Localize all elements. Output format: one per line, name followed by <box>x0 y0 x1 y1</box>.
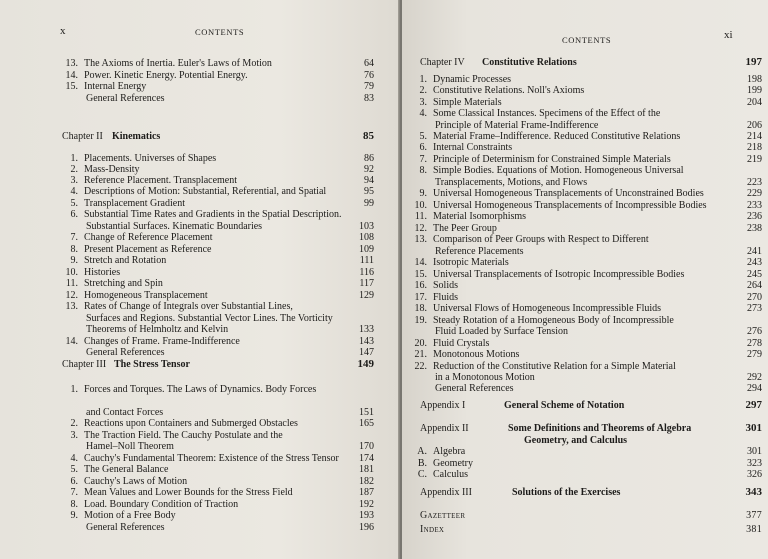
toc-entry-title: Hamel–Noll Theorem <box>86 441 174 452</box>
running-head: CONTENTS <box>195 27 245 37</box>
toc-entry-number: 14. <box>65 70 78 81</box>
right-page <box>402 0 768 559</box>
toc-entry-title: Fluid Crystals <box>433 338 490 349</box>
toc-entry-title: Histories <box>84 267 121 278</box>
toc-entry-number: 12. <box>65 290 78 301</box>
toc-entry-page: 187 <box>359 487 374 498</box>
toc-entry-page: 218 <box>747 142 762 153</box>
toc-entry-page: 79 <box>364 81 374 92</box>
toc-entry-title: Index <box>420 524 445 535</box>
toc-entry-title: Steady Rotation of a Homogeneous Body of Incompressible <box>433 315 674 326</box>
toc-entry-title: Stretching and Spin <box>84 278 163 289</box>
toc-entry-number: 4. <box>419 108 427 119</box>
toc-entry-page: 238 <box>747 223 762 234</box>
toc-entry-number: 15. <box>65 81 78 92</box>
toc-entry-page: 206 <box>747 120 762 131</box>
toc-entry-page: 64 <box>364 58 374 69</box>
toc-entry-page: 279 <box>747 349 762 360</box>
toc-entry-page: 236 <box>747 211 762 222</box>
toc-entry-title: Dynamic Processes <box>433 74 512 85</box>
toc-entry-number: 21. <box>414 349 427 360</box>
toc-entry-title: Power. Kinetic Energy. Potential Energy. <box>84 70 248 81</box>
toc-entry-page: 270 <box>747 292 762 303</box>
toc-entry-title: The Peer Group <box>433 223 497 234</box>
toc-entry-page: 233 <box>747 200 762 211</box>
toc-entry-number: 8. <box>419 165 427 176</box>
toc-entry-page: 149 <box>357 358 374 370</box>
toc-entry-title: Isotropic Materials <box>433 257 509 268</box>
toc-entry-page: 170 <box>359 441 374 452</box>
toc-entry-page: 165 <box>359 418 374 429</box>
toc-entry-number: 10. <box>65 267 78 278</box>
toc-entry-number: 9. <box>419 188 427 199</box>
toc-entry-title: Substantial Surfaces. Kinematic Boundaries <box>86 221 263 232</box>
toc-entry-number: 14. <box>414 257 427 268</box>
toc-entry-title: and Contact Forces <box>86 407 164 418</box>
toc-entry-number: 3. <box>70 430 78 441</box>
toc-entry-number: 6. <box>70 209 78 220</box>
toc-entry-title: Surfaces and Regions. Substantial Vector Lines. The Vorticity <box>86 313 333 324</box>
toc-entry-title: Forces and Torques. The Laws of Dynamics. Body Forces <box>84 384 317 395</box>
toc-entry-page: 204 <box>747 97 762 108</box>
toc-entry-number: 13. <box>65 301 78 312</box>
toc-entry-number: 9. <box>70 510 78 521</box>
toc-entry-page: 273 <box>747 303 762 314</box>
toc-entry-page: 381 <box>746 524 762 535</box>
toc-entry-page: 301 <box>747 446 762 457</box>
toc-entry-number: 19. <box>414 315 427 326</box>
toc-entry-title: Reduction of the Constitutive Relation for a Simple Material <box>433 361 676 372</box>
toc-entry-number: 17. <box>414 292 427 303</box>
toc-entry-title: The General Balance <box>84 464 169 475</box>
toc-entry-title: Monotonous Motions <box>433 349 520 360</box>
toc-entry-number: 2. <box>419 85 427 96</box>
toc-entry-title: General Scheme of Notation <box>504 400 625 411</box>
toc-entry-number: 1. <box>70 153 78 164</box>
toc-entry-title: Transplacement Gradient <box>84 198 185 209</box>
toc-entry-number: 13. <box>414 234 427 245</box>
toc-entry-number: 7. <box>70 487 78 498</box>
toc-entry-title: Fluids <box>433 292 459 303</box>
toc-entry-page: 76 <box>364 70 374 81</box>
toc-entry-page: 143 <box>359 336 374 347</box>
toc-entry-page: 193 <box>359 510 374 521</box>
toc-entry-page: 294 <box>747 383 762 394</box>
toc-entry-page: 301 <box>745 422 762 434</box>
toc-entry-title: Universal Transplacements of Isotropic Incompressible Bodies <box>433 269 685 280</box>
toc-entry-title: Stretch and Rotation <box>84 255 167 266</box>
toc-entry-title: Mass-Density <box>84 164 140 175</box>
toc-entry-page: 133 <box>359 324 374 335</box>
toc-entry-title: Homogeneous Transplacement <box>84 290 208 301</box>
toc-entry-title: Universal Flows of Homogeneous Incompressible Fluids <box>433 303 662 314</box>
toc-entry-page: 214 <box>747 131 762 142</box>
toc-entry-title: Reference Placement. Transplacement <box>84 175 237 186</box>
toc-entry-title: Theorems of Helmholtz and Kelvin <box>86 324 229 335</box>
toc-entry-page: 264 <box>747 280 762 291</box>
toc-entry-title: Mean Values and Lower Bounds for the Stress Field <box>84 487 293 498</box>
toc-entry-page: 343 <box>745 486 762 498</box>
toc-entry-title: The Traction Field. The Cauchy Postulate and the <box>84 430 283 441</box>
toc-entry-number: 15. <box>414 269 427 280</box>
toc-entry-page: 292 <box>747 372 762 383</box>
toc-entry-page: 129 <box>359 290 374 301</box>
toc-entry-page: 94 <box>364 175 374 186</box>
toc-entry-title: in a Monotonous Motion <box>435 372 535 383</box>
toc-entry-number: 22. <box>414 361 427 372</box>
toc-entry-title: Material Isomorphisms <box>433 211 527 222</box>
toc-entry-number: 8. <box>70 499 78 510</box>
toc-entry-title: Reference Placements <box>435 246 524 257</box>
toc-entry-number: Chapter III <box>62 359 107 370</box>
toc-entry-number: 6. <box>419 142 427 153</box>
toc-entry-title: Load. Boundary Condition of Traction <box>84 499 239 510</box>
toc-entry-number: 2. <box>70 418 78 429</box>
toc-entry-number: 3. <box>70 175 78 186</box>
toc-entry-title: Some Classical Instances. Specimens of the Effect of the <box>433 108 661 119</box>
toc-entry-title: Kinematics <box>112 131 161 142</box>
toc-entry-title: Simple Bodies. Equations of Motion. Homogeneous Universal <box>433 165 684 176</box>
toc-entry-number: 8. <box>70 244 78 255</box>
toc-entry-page: 111 <box>359 255 374 266</box>
toc-entry-number: 5. <box>70 198 78 209</box>
toc-entry-title: Internal Constraints <box>433 142 513 153</box>
toc-entry-page: 197 <box>745 56 762 68</box>
toc-entry-title: Some Definitions and Theorems of Algebra <box>508 423 692 434</box>
toc-entry-page: 86 <box>364 153 374 164</box>
toc-entry-title: Comparison of Peer Groups with Respect to Different <box>433 234 649 245</box>
toc-entry-page: 108 <box>359 232 374 243</box>
toc-entry-number: 5. <box>70 464 78 475</box>
toc-entry-number: 12. <box>414 223 427 234</box>
toc-entry-page: 245 <box>747 269 762 280</box>
toc-entry-title: Material Frame–Indifference. Reduced Constitutive Relations <box>433 131 681 142</box>
toc-entry-page: 297 <box>745 399 762 411</box>
toc-entry-title: Solutions of the Exercises <box>512 487 621 498</box>
toc-entry-page: 116 <box>359 267 374 278</box>
toc-entry-title: Fluid Loaded by Surface Tension <box>435 326 568 337</box>
toc-entry-title: Calculus <box>433 469 468 480</box>
toc-entry-title: General References <box>86 93 165 104</box>
toc-entry-page: 199 <box>747 85 762 96</box>
toc-entry-number: 16. <box>414 280 427 291</box>
toc-entry-title: Solids <box>433 280 459 291</box>
toc-entry-title: Rates of Change of Integrals over Substantial Lines, <box>84 301 293 312</box>
toc-entry-page: 223 <box>747 177 762 188</box>
toc-entry-number: 13. <box>65 58 78 69</box>
toc-entry-page: 243 <box>747 257 762 268</box>
toc-entry-number: 2. <box>70 164 78 175</box>
toc-entry-title: General References <box>86 522 165 533</box>
toc-entry-title: Universal Homogeneous Transplacements of Incompressible Bodies <box>433 200 707 211</box>
toc-entry-title: Cauchy's Laws of Motion <box>84 476 188 487</box>
toc-entry-number: Chapter II <box>62 131 103 142</box>
page-number: xi <box>724 29 733 41</box>
toc-entry-number: 7. <box>419 154 427 165</box>
toc-entry-number: B. <box>417 458 427 469</box>
toc-entry-title: Substantial Time Rates and Gradients in the Spatial Description. <box>84 209 342 220</box>
toc-entry-number: 7. <box>70 232 78 243</box>
toc-entry-page: 83 <box>364 93 374 104</box>
toc-entry-page: 377 <box>746 510 762 521</box>
toc-entry-page: 278 <box>747 338 762 349</box>
toc-entry-number: 11. <box>65 278 78 289</box>
toc-entry-title: Internal Energy <box>84 81 147 92</box>
toc-entry-title: Placements. Universes of Shapes <box>84 153 217 164</box>
toc-entry-number: Appendix II <box>420 423 469 434</box>
toc-entry-page: 95 <box>364 186 374 197</box>
toc-entry-title: Algebra <box>433 446 466 457</box>
toc-entry-number: 5. <box>419 131 427 142</box>
toc-entry-title: Present Placement as Reference <box>84 244 212 255</box>
toc-entry-page: 323 <box>747 458 762 469</box>
toc-entry-title: Reactions upon Containers and Submerged Obstacles <box>84 418 298 429</box>
toc-entry-title: Principle of Determinism for Constrained Simple Materials <box>433 154 671 165</box>
toc-entry-number: Appendix III <box>420 487 472 498</box>
toc-entry-title: Simple Materials <box>433 97 502 108</box>
toc-entry-title: General References <box>435 383 514 394</box>
toc-entry-page: 196 <box>359 522 374 533</box>
toc-entry-number: 3. <box>419 97 427 108</box>
toc-entry-page: 103 <box>359 221 374 232</box>
toc-entry-title: Cauchy's Fundamental Theorem: Existence of the Stress Tensor <box>84 453 339 464</box>
toc-entry-number: 10. <box>414 200 427 211</box>
toc-entry-title: Changes of Frame. Frame-Indifference <box>84 336 240 347</box>
page-number: x <box>60 25 66 37</box>
toc-entry-page: 326 <box>747 469 762 480</box>
toc-entry-number: Chapter IV <box>420 57 465 68</box>
toc-entry-number: 1. <box>70 384 78 395</box>
toc-entry-title: Principle of Material Frame-Indifference <box>435 120 599 131</box>
toc-entry-page: 219 <box>747 154 762 165</box>
toc-entry-number: 4. <box>70 186 78 197</box>
toc-entry-number: Appendix I <box>420 400 466 411</box>
toc-entry-title: Universal Homogeneous Transplacements of Unconstrained Bodies <box>433 188 704 199</box>
toc-entry-title: Constitutive Relations <box>482 57 577 68</box>
toc-entry-title: Gazetteer <box>420 510 466 521</box>
toc-entry-title: The Axioms of Inertia. Euler's Laws of Motion <box>84 58 272 69</box>
toc-entry-page: 99 <box>364 198 374 209</box>
toc-entry-page: 147 <box>359 347 374 358</box>
toc-entry-page: 92 <box>364 164 374 175</box>
toc-entry-number: 20. <box>414 338 427 349</box>
toc-list <box>402 0 768 559</box>
toc-entry-title: Motion of a Free Body <box>84 510 176 521</box>
toc-entry-page: 151 <box>359 407 374 418</box>
toc-entry-number: 18. <box>414 303 427 314</box>
toc-entry-number: 6. <box>70 476 78 487</box>
toc-entry-number: A. <box>417 446 427 457</box>
toc-entry-page: 229 <box>747 188 762 199</box>
toc-entry-page: 192 <box>359 499 374 510</box>
toc-entry-title: Transplacements, Motions, and Flows <box>435 177 588 188</box>
toc-entry-page: 109 <box>359 244 374 255</box>
toc-entry-page: 276 <box>747 326 762 337</box>
toc-entry-title: Constitutive Relations. Noll's Axioms <box>433 85 585 96</box>
toc-entry-title: General References <box>86 347 165 358</box>
toc-entry-number: 1. <box>419 74 427 85</box>
toc-entry-title: Change of Reference Placement <box>84 232 213 243</box>
toc-entry-title: Geometry, and Calculus <box>524 435 628 446</box>
running-head: CONTENTS <box>562 35 612 45</box>
toc-entry-title: Geometry <box>433 458 473 469</box>
toc-entry-number: 9. <box>70 255 78 266</box>
toc-entry-number: 4. <box>70 453 78 464</box>
toc-entry-page: 181 <box>359 464 374 475</box>
toc-entry-number: 11. <box>414 211 427 222</box>
toc-entry-page: 182 <box>359 476 374 487</box>
toc-entry-page: 174 <box>359 453 374 464</box>
toc-entry-page: 85 <box>363 130 374 142</box>
toc-entry-page: 241 <box>747 246 762 257</box>
toc-entry-number: C. <box>417 469 427 480</box>
toc-entry-page: 198 <box>747 74 762 85</box>
toc-entry-number: 14. <box>65 336 78 347</box>
toc-entry-page: 117 <box>359 278 374 289</box>
toc-entry-title: Descriptions of Motion: Substantial, Referential, and Spatial <box>84 186 327 197</box>
toc-entry-title: The Stress Tensor <box>114 359 190 370</box>
